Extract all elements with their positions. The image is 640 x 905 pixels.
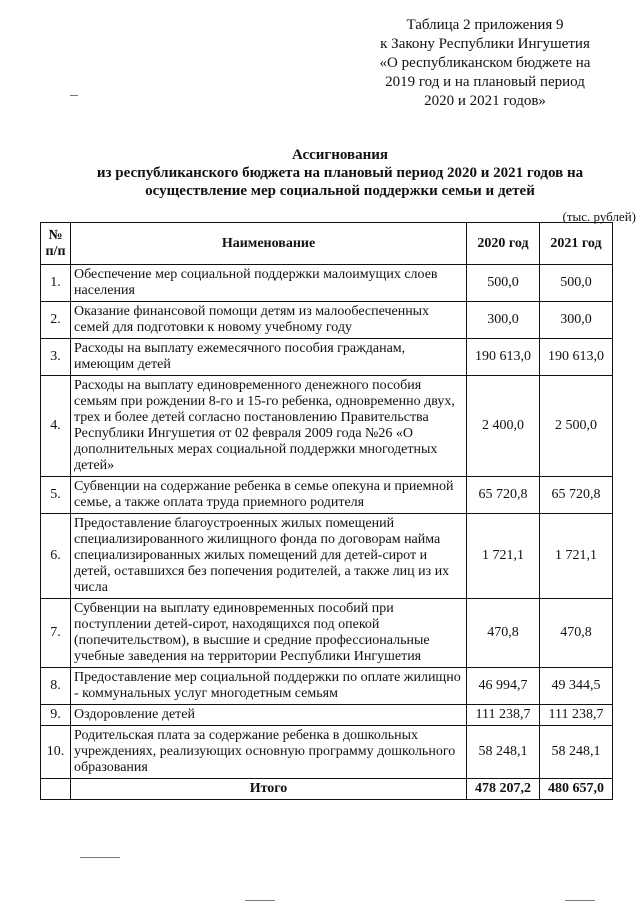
- row-number: 7.: [41, 599, 71, 668]
- title-line: из республиканского бюджета на плановый период 2020 и 2021 годов на: [96, 165, 584, 181]
- row-value-2021: 470,8: [540, 599, 613, 668]
- row-value-2021: 300,0: [540, 302, 613, 339]
- row-value-2020: 500,0: [467, 265, 540, 302]
- table-row: [41, 705, 613, 726]
- total-value-2020: 478 207,2: [467, 779, 540, 800]
- row-name: Расходы на выплату единовременного денежного пособия семьям при рождении 8-го и 15-го ребенка, одновременно двух, трех и более детей согласно постановлению Правительства Республики Ингушетия от 02 февраля 2009 года №26 «О дополнительных мерах социальной поддержки многодетных детей»: [71, 376, 467, 477]
- row-value-2021: 500,0: [540, 265, 613, 302]
- table-row: [41, 514, 613, 599]
- column-header-2021: 2021 год: [540, 223, 613, 265]
- row-value-2021: 65 720,8: [540, 477, 613, 514]
- row-name: Субвенции на содержание ребенка в семье опекуна и приемной семье, а также оплата труда приемного родителя: [71, 477, 467, 514]
- row-name: Предоставление мер социальной поддержки по оплате жилищно - коммунальных услуг многодетным семьям: [71, 668, 467, 705]
- row-name: Расходы на выплату ежемесячного пособия гражданам, имеющим детей: [71, 339, 467, 376]
- allocation-table: [40, 222, 613, 800]
- column-header-name: Наименование: [71, 223, 467, 265]
- table-row: [41, 339, 613, 376]
- row-name: Оказание финансовой помощи детям из малообеспеченных семей для подготовки к новому учебному году: [71, 302, 467, 339]
- appendix-header-line: к Закону Республики Ингушетия: [380, 36, 590, 52]
- row-number: 9.: [41, 705, 71, 726]
- row-name: Оздоровление детей: [71, 705, 467, 726]
- scan-mark: [565, 900, 595, 901]
- table-row: [41, 599, 613, 668]
- unit-label: (тыс. рублей): [562, 209, 636, 224]
- appendix-header-line: «О республиканском бюджете на: [379, 55, 591, 71]
- table-row: [41, 477, 613, 514]
- appendix-header-line: 2020 и 2021 годов»: [424, 93, 546, 109]
- table-row: [41, 726, 613, 779]
- row-value-2021: 49 344,5: [540, 668, 613, 705]
- table-row: [41, 265, 613, 302]
- scan-mark: [245, 900, 275, 901]
- row-value-2021: 58 248,1: [540, 726, 613, 779]
- row-number: 5.: [41, 477, 71, 514]
- row-number: 4.: [41, 376, 71, 477]
- document-title: [40, 146, 640, 200]
- row-value-2020: 1 721,1: [467, 514, 540, 599]
- table-row: [41, 376, 613, 477]
- total-empty-cell: [41, 779, 71, 800]
- row-value-2020: 470,8: [467, 599, 540, 668]
- appendix-header-line: 2019 год и на плановый период: [385, 74, 585, 90]
- column-header-num: № п/п: [41, 223, 71, 265]
- appendix-header-line: Таблица 2 приложения 9: [406, 17, 564, 33]
- row-name: Предоставление благоустроенных жилых помещений специализированного жилищного фонда по договорам найма специализированных жилых помещений для детей-сирот и детей, оставшихся без попечения родителей, а также лиц из их числа: [71, 514, 467, 599]
- row-value-2021: 111 238,7: [540, 705, 613, 726]
- table-row: [41, 668, 613, 705]
- row-name: Субвенции на выплату единовременных пособий при поступлении детей-сирот, находящихся под опекой (попечительством), в высшие и средние профессиональные учебные заведения на территории Республики Ингушетия: [71, 599, 467, 668]
- row-value-2020: 111 238,7: [467, 705, 540, 726]
- row-name: Родительская плата за содержание ребенка в дошкольных учреждениях, реализующих основную программу дошкольного образования: [71, 726, 467, 779]
- row-value-2020: 190 613,0: [467, 339, 540, 376]
- scan-mark: [80, 857, 120, 858]
- row-number: 1.: [41, 265, 71, 302]
- row-value-2020: 46 994,7: [467, 668, 540, 705]
- row-value-2021: 190 613,0: [540, 339, 613, 376]
- column-header-2020: 2020 год: [467, 223, 540, 265]
- row-value-2021: 1 721,1: [540, 514, 613, 599]
- table-row: [41, 302, 613, 339]
- row-name: Обеспечение мер социальной поддержки малоимущих слоев населения: [71, 265, 467, 302]
- appendix-header: [340, 16, 630, 111]
- table-header-row: [41, 223, 613, 265]
- row-value-2020: 2 400,0: [467, 376, 540, 477]
- total-value-2021: 480 657,0: [540, 779, 613, 800]
- row-number: 8.: [41, 668, 71, 705]
- row-value-2021: 2 500,0: [540, 376, 613, 477]
- total-row: [41, 779, 613, 800]
- row-number: 2.: [41, 302, 71, 339]
- title-line: осуществление мер социальной поддержки семьи и детей: [145, 183, 535, 199]
- scan-mark: [70, 95, 78, 96]
- row-number: 10.: [41, 726, 71, 779]
- row-value-2020: 58 248,1: [467, 726, 540, 779]
- row-number: 6.: [41, 514, 71, 599]
- row-value-2020: 300,0: [467, 302, 540, 339]
- total-label: Итого: [71, 779, 467, 800]
- row-value-2020: 65 720,8: [467, 477, 540, 514]
- row-number: 3.: [41, 339, 71, 376]
- title-line: Ассигнования: [292, 147, 388, 163]
